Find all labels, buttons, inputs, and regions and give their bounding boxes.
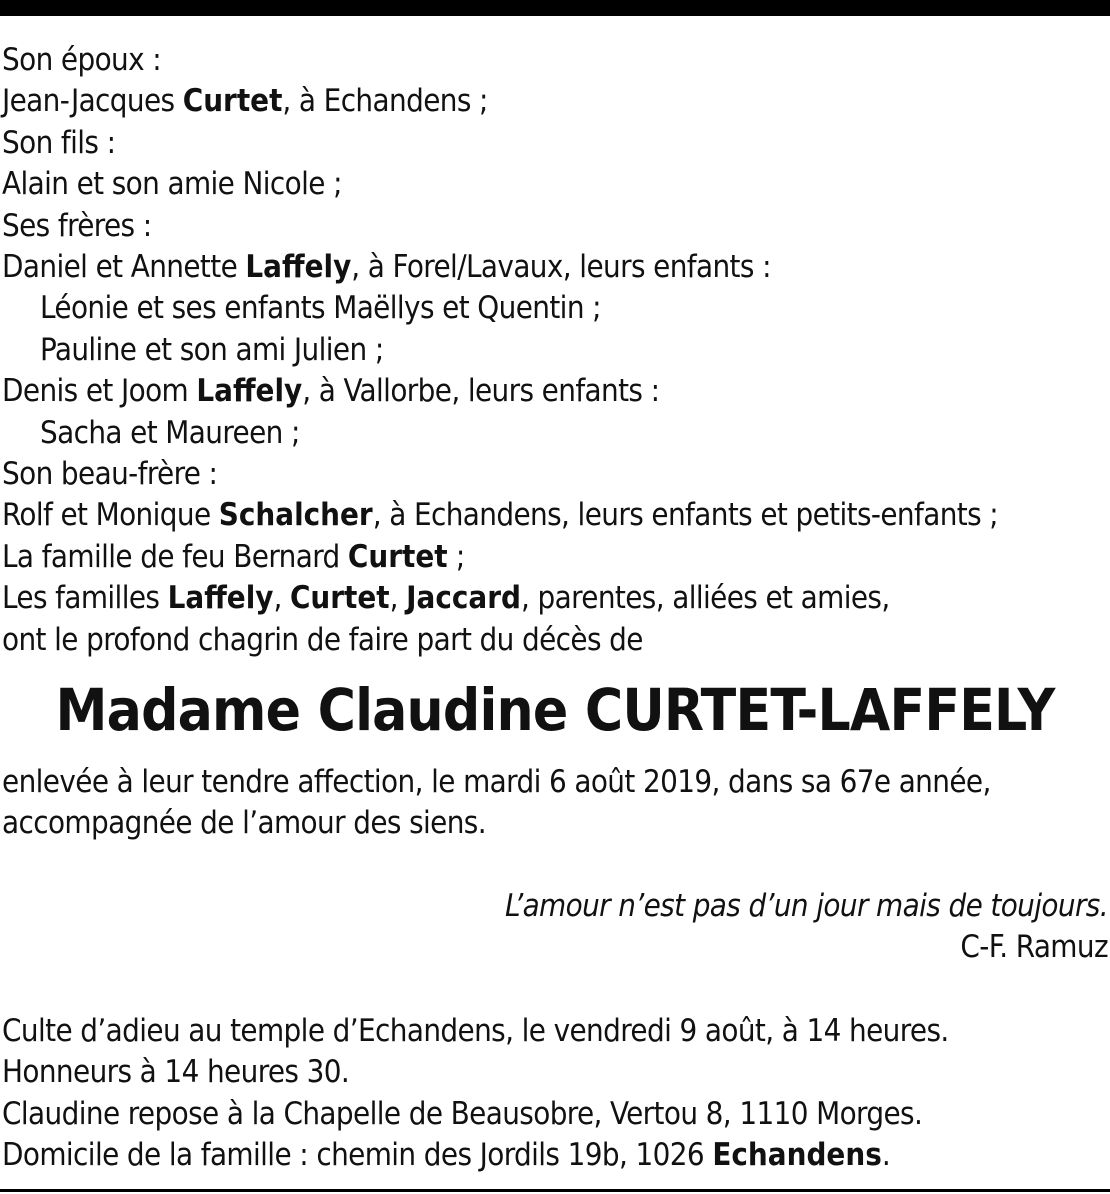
death-details xyxy=(2,762,1108,845)
surname: Laffely xyxy=(196,373,303,410)
text-line: Ses frères : xyxy=(2,207,152,244)
family-list xyxy=(2,40,1108,661)
surname: Jaccard xyxy=(406,580,521,617)
text-line: Denis et Joom Laffely, à Vallorbe, leurs enfants : xyxy=(2,373,660,410)
text-line: Alain et son amie Nicole ; xyxy=(2,166,342,203)
text-line: Son fils : xyxy=(2,124,116,161)
top-rule xyxy=(0,0,1110,16)
text-line: Sacha et Maureen ; xyxy=(40,414,300,451)
quote-block xyxy=(505,886,1108,969)
text-line: La famille de feu Bernard Curtet ; xyxy=(2,538,465,575)
text-line: Les familles Laffely, Curtet, Jaccard, parentes, alliées et amies, xyxy=(2,580,890,617)
text-line: Claudine repose à la Chapelle de Beausobre, Vertou 8, 1110 Morges. xyxy=(2,1095,923,1132)
surname: Laffely xyxy=(245,249,352,286)
surname: Laffely xyxy=(167,580,274,617)
deceased-name: Madame Claudine CURTET-LAFFELY xyxy=(55,676,1055,744)
text-line: Léonie et ses enfants Maëllys et Quentin ; xyxy=(40,290,601,327)
place-name: Echandens xyxy=(712,1137,882,1174)
text-line: Pauline et son ami Julien ; xyxy=(40,331,384,368)
surname: Curtet xyxy=(182,83,283,120)
text-line: Domicile de la famille : chemin des Jordils 19b, 1026 Echandens. xyxy=(2,1137,891,1174)
text-line: enlevée à leur tendre affection, le mardi 6 août 2019, dans sa 67e année, xyxy=(2,764,991,800)
text-line: ont le profond chagrin de faire part du décès de xyxy=(2,621,643,658)
text-line: Son beau-frère : xyxy=(2,456,218,493)
surname: Curtet xyxy=(289,580,390,617)
ceremony-info xyxy=(2,1011,1108,1177)
text-line: Honneurs à 14 heures 30. xyxy=(2,1054,350,1091)
bottom-rule xyxy=(0,1189,1110,1192)
text-line: Daniel et Annette Laffely, à Forel/Lavaux, leurs enfants : xyxy=(2,249,771,286)
quote-author: C-F. Ramuz xyxy=(960,929,1108,966)
text-line: Jean-Jacques Curtet, à Echandens ; xyxy=(2,83,488,120)
text-line: Culte d’adieu au temple d’Echandens, le vendredi 9 août, à 14 heures. xyxy=(2,1013,949,1049)
text-line: Rolf et Monique Schalcher, à Echandens, leurs enfants et petits-enfants ; xyxy=(2,497,999,534)
text-line: accompagnée de l’amour des siens. xyxy=(2,805,486,842)
quote-text: L’amour n’est pas d’un jour mais de toujours. xyxy=(504,888,1108,924)
text-line: Son époux : xyxy=(2,42,162,78)
surname: Schalcher xyxy=(218,497,373,534)
surname: Curtet xyxy=(347,538,448,575)
